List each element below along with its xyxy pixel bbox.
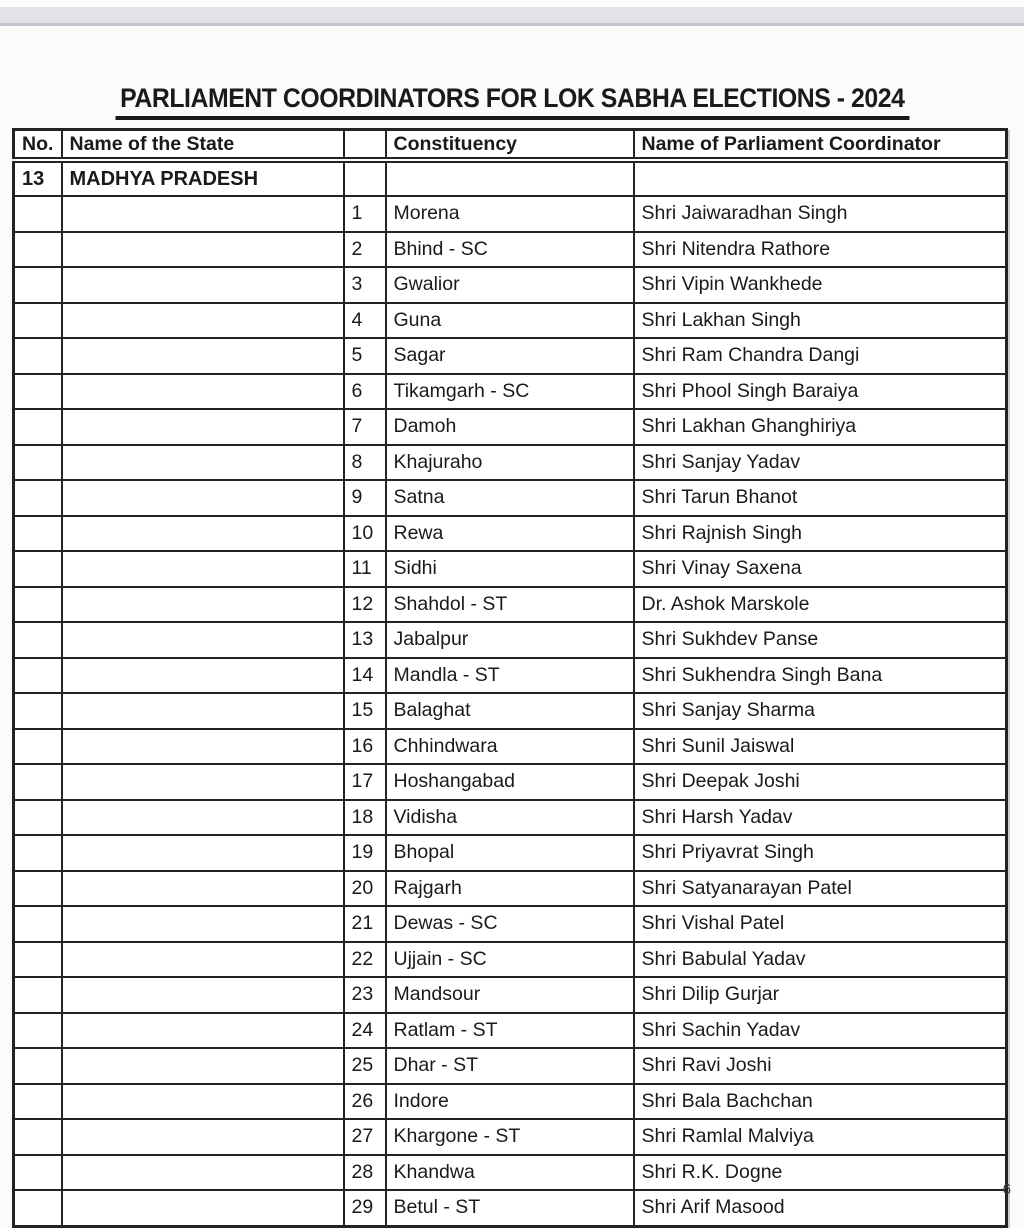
page-title-text: PARLIAMENT COORDINATORS FOR LOK SABHA ELECTIONS - 2024 bbox=[115, 83, 909, 120]
coordinator-cell: Shri Jaiwaradhan Singh bbox=[634, 196, 1007, 232]
table-row bbox=[14, 1190, 1007, 1226]
coordinator-cell: Shri Arif Masood bbox=[634, 1190, 1007, 1226]
table-row bbox=[14, 374, 1007, 410]
coordinator-cell: Shri R.K. Dogne bbox=[634, 1155, 1007, 1191]
empty-no-cell bbox=[14, 800, 62, 836]
constituency-cell: Ratlam - ST bbox=[386, 1013, 634, 1049]
serial-number-cell: 27 bbox=[344, 1119, 386, 1155]
constituency-cell: Guna bbox=[386, 303, 634, 339]
coordinator-cell: Shri Lakhan Ghanghiriya bbox=[634, 409, 1007, 445]
table-row bbox=[14, 267, 1007, 303]
page-number: 6 bbox=[1002, 1181, 1011, 1198]
coordinator-cell: Shri Sachin Yadav bbox=[634, 1013, 1007, 1049]
coordinator-cell: Shri Harsh Yadav bbox=[634, 800, 1007, 836]
empty-no-cell bbox=[14, 1013, 62, 1049]
table-row bbox=[14, 196, 1007, 232]
empty-no-cell bbox=[14, 1084, 62, 1120]
constituency-cell: Damoh bbox=[386, 409, 634, 445]
coordinator-cell: Shri Nitendra Rathore bbox=[634, 232, 1007, 268]
empty-state-cell bbox=[62, 835, 344, 871]
constituency-cell: Balaghat bbox=[386, 693, 634, 729]
empty-no-cell bbox=[14, 445, 62, 481]
constituency-cell: Sidhi bbox=[386, 551, 634, 587]
coordinator-cell: Shri Sanjay Yadav bbox=[634, 445, 1007, 481]
empty-state-cell bbox=[62, 409, 344, 445]
constituency-cell: Jabalpur bbox=[386, 622, 634, 658]
table-row bbox=[14, 906, 1007, 942]
coordinator-cell: Shri Sukhendra Singh Bana bbox=[634, 658, 1007, 694]
table-row bbox=[14, 800, 1007, 836]
empty-state-cell bbox=[62, 1190, 344, 1226]
serial-number-cell: 17 bbox=[344, 764, 386, 800]
coordinator-cell: Shri Deepak Joshi bbox=[634, 764, 1007, 800]
empty-state-cell bbox=[62, 338, 344, 374]
empty-state-cell bbox=[62, 267, 344, 303]
empty-state-cell bbox=[62, 1084, 344, 1120]
empty-state-cell bbox=[62, 871, 344, 907]
constituency-cell: Dewas - SC bbox=[386, 906, 634, 942]
empty-no-cell bbox=[14, 835, 62, 871]
serial-number-cell: 22 bbox=[344, 942, 386, 978]
empty-no-cell bbox=[14, 409, 62, 445]
serial-number-cell: 14 bbox=[344, 658, 386, 694]
table-row bbox=[14, 409, 1007, 445]
constituency-cell: Rewa bbox=[386, 516, 634, 552]
col-header-coordinator: Name of Parliament Coordinator bbox=[634, 130, 1007, 161]
coordinators-table bbox=[12, 128, 1008, 1228]
constituency-cell: Rajgarh bbox=[386, 871, 634, 907]
constituency-cell: Vidisha bbox=[386, 800, 634, 836]
table-row bbox=[14, 622, 1007, 658]
table-row bbox=[14, 871, 1007, 907]
coordinator-cell: Shri Babulal Yadav bbox=[634, 942, 1007, 978]
empty-state-cell bbox=[62, 1119, 344, 1155]
table-row bbox=[14, 693, 1007, 729]
empty-cell bbox=[386, 160, 634, 196]
serial-number-cell: 28 bbox=[344, 1155, 386, 1191]
empty-cell bbox=[344, 160, 386, 196]
coordinator-cell: Shri Dilip Gurjar bbox=[634, 977, 1007, 1013]
empty-state-cell bbox=[62, 551, 344, 587]
serial-number-cell: 20 bbox=[344, 871, 386, 907]
empty-no-cell bbox=[14, 729, 62, 765]
table-row bbox=[14, 516, 1007, 552]
constituency-cell: Betul - ST bbox=[386, 1190, 634, 1226]
coordinator-cell: Shri Ravi Joshi bbox=[634, 1048, 1007, 1084]
empty-no-cell bbox=[14, 587, 62, 623]
constituency-cell: Gwalior bbox=[386, 267, 634, 303]
coordinator-cell: Shri Phool Singh Baraiya bbox=[634, 374, 1007, 410]
empty-no-cell bbox=[14, 338, 62, 374]
empty-no-cell bbox=[14, 942, 62, 978]
table-row bbox=[14, 445, 1007, 481]
empty-state-cell bbox=[62, 480, 344, 516]
constituency-cell: Khandwa bbox=[386, 1155, 634, 1191]
serial-number-cell: 11 bbox=[344, 551, 386, 587]
coordinator-cell: Shri Sunil Jaiswal bbox=[634, 729, 1007, 765]
table-header-row bbox=[14, 130, 1007, 161]
serial-number-cell: 12 bbox=[344, 587, 386, 623]
serial-number-cell: 2 bbox=[344, 232, 386, 268]
serial-number-cell: 23 bbox=[344, 977, 386, 1013]
constituency-cell: Hoshangabad bbox=[386, 764, 634, 800]
state-row bbox=[14, 160, 1007, 196]
table-row bbox=[14, 977, 1007, 1013]
empty-no-cell bbox=[14, 267, 62, 303]
serial-number-cell: 21 bbox=[344, 906, 386, 942]
empty-no-cell bbox=[14, 693, 62, 729]
empty-state-cell bbox=[62, 196, 344, 232]
coordinator-cell: Shri Vipin Wankhede bbox=[634, 267, 1007, 303]
serial-number-cell: 26 bbox=[344, 1084, 386, 1120]
empty-no-cell bbox=[14, 1119, 62, 1155]
empty-state-cell bbox=[62, 693, 344, 729]
serial-number-cell: 4 bbox=[344, 303, 386, 339]
empty-state-cell bbox=[62, 1048, 344, 1084]
empty-state-cell bbox=[62, 303, 344, 339]
coordinator-cell: Shri Ramlal Malviya bbox=[634, 1119, 1007, 1155]
table-row bbox=[14, 338, 1007, 374]
empty-state-cell bbox=[62, 1013, 344, 1049]
empty-no-cell bbox=[14, 1048, 62, 1084]
constituency-cell: Tikamgarh - SC bbox=[386, 374, 634, 410]
table-row bbox=[14, 587, 1007, 623]
serial-number-cell: 9 bbox=[344, 480, 386, 516]
coordinator-cell: Dr. Ashok Marskole bbox=[634, 587, 1007, 623]
serial-number-cell: 18 bbox=[344, 800, 386, 836]
serial-number-cell: 24 bbox=[344, 1013, 386, 1049]
coordinator-cell: Shri Rajnish Singh bbox=[634, 516, 1007, 552]
page-title bbox=[0, 78, 1024, 120]
empty-state-cell bbox=[62, 445, 344, 481]
serial-number-cell: 19 bbox=[344, 835, 386, 871]
empty-no-cell bbox=[14, 196, 62, 232]
empty-state-cell bbox=[62, 1155, 344, 1191]
serial-number-cell: 7 bbox=[344, 409, 386, 445]
empty-no-cell bbox=[14, 303, 62, 339]
serial-number-cell: 29 bbox=[344, 1190, 386, 1226]
empty-no-cell bbox=[14, 622, 62, 658]
table-row bbox=[14, 1048, 1007, 1084]
constituency-cell: Satna bbox=[386, 480, 634, 516]
coordinator-cell: Shri Priyavrat Singh bbox=[634, 835, 1007, 871]
empty-state-cell bbox=[62, 516, 344, 552]
table-row bbox=[14, 303, 1007, 339]
table-row bbox=[14, 1119, 1007, 1155]
constituency-cell: Khajuraho bbox=[386, 445, 634, 481]
constituency-cell: Khargone - ST bbox=[386, 1119, 634, 1155]
constituency-cell: Mandla - ST bbox=[386, 658, 634, 694]
empty-no-cell bbox=[14, 764, 62, 800]
empty-no-cell bbox=[14, 1155, 62, 1191]
serial-number-cell: 5 bbox=[344, 338, 386, 374]
coordinator-cell: Shri Tarun Bhanot bbox=[634, 480, 1007, 516]
empty-no-cell bbox=[14, 516, 62, 552]
coordinator-cell: Shri Sanjay Sharma bbox=[634, 693, 1007, 729]
coordinator-cell: Shri Vishal Patel bbox=[634, 906, 1007, 942]
empty-state-cell bbox=[62, 587, 344, 623]
empty-no-cell bbox=[14, 871, 62, 907]
empty-cell bbox=[634, 160, 1007, 196]
state-number-cell: 13 bbox=[14, 160, 62, 196]
coordinator-cell: Shri Satyanarayan Patel bbox=[634, 871, 1007, 907]
empty-no-cell bbox=[14, 480, 62, 516]
empty-no-cell bbox=[14, 232, 62, 268]
table-row bbox=[14, 658, 1007, 694]
table-row bbox=[14, 480, 1007, 516]
serial-number-cell: 25 bbox=[344, 1048, 386, 1084]
table-row bbox=[14, 835, 1007, 871]
table-row bbox=[14, 232, 1007, 268]
constituency-cell: Morena bbox=[386, 196, 634, 232]
table-row bbox=[14, 551, 1007, 587]
col-header-serial bbox=[344, 130, 386, 161]
coordinator-cell: Shri Sukhdev Panse bbox=[634, 622, 1007, 658]
coordinator-cell: Shri Bala Bachchan bbox=[634, 1084, 1007, 1120]
table-row bbox=[14, 1084, 1007, 1120]
table-row bbox=[14, 1155, 1007, 1191]
empty-no-cell bbox=[14, 374, 62, 410]
empty-no-cell bbox=[14, 977, 62, 1013]
serial-number-cell: 13 bbox=[344, 622, 386, 658]
scan-top-strip bbox=[0, 7, 1024, 26]
empty-state-cell bbox=[62, 622, 344, 658]
serial-number-cell: 15 bbox=[344, 693, 386, 729]
empty-state-cell bbox=[62, 374, 344, 410]
empty-state-cell bbox=[62, 942, 344, 978]
constituency-cell: Ujjain - SC bbox=[386, 942, 634, 978]
col-header-state: Name of the State bbox=[62, 130, 344, 161]
empty-state-cell bbox=[62, 764, 344, 800]
empty-no-cell bbox=[14, 551, 62, 587]
empty-state-cell bbox=[62, 800, 344, 836]
table-row bbox=[14, 1013, 1007, 1049]
empty-no-cell bbox=[14, 658, 62, 694]
constituency-cell: Sagar bbox=[386, 338, 634, 374]
serial-number-cell: 6 bbox=[344, 374, 386, 410]
empty-state-cell bbox=[62, 729, 344, 765]
empty-state-cell bbox=[62, 658, 344, 694]
coordinator-cell: Shri Ram Chandra Dangi bbox=[634, 338, 1007, 374]
constituency-cell: Chhindwara bbox=[386, 729, 634, 765]
empty-no-cell bbox=[14, 906, 62, 942]
constituency-cell: Bhopal bbox=[386, 835, 634, 871]
constituency-cell: Bhind - SC bbox=[386, 232, 634, 268]
col-header-no: No. bbox=[14, 130, 62, 161]
empty-no-cell bbox=[14, 1190, 62, 1226]
serial-number-cell: 10 bbox=[344, 516, 386, 552]
col-header-constituency: Constituency bbox=[386, 130, 634, 161]
table-row bbox=[14, 764, 1007, 800]
serial-number-cell: 1 bbox=[344, 196, 386, 232]
empty-state-cell bbox=[62, 977, 344, 1013]
empty-state-cell bbox=[62, 906, 344, 942]
table-row bbox=[14, 729, 1007, 765]
constituency-cell: Mandsour bbox=[386, 977, 634, 1013]
empty-state-cell bbox=[62, 232, 344, 268]
state-name-cell: MADHYA PRADESH bbox=[62, 160, 344, 196]
table-row bbox=[14, 942, 1007, 978]
serial-number-cell: 3 bbox=[344, 267, 386, 303]
constituency-cell: Shahdol - ST bbox=[386, 587, 634, 623]
serial-number-cell: 8 bbox=[344, 445, 386, 481]
constituency-cell: Dhar - ST bbox=[386, 1048, 634, 1084]
serial-number-cell: 16 bbox=[344, 729, 386, 765]
coordinator-cell: Shri Vinay Saxena bbox=[634, 551, 1007, 587]
constituency-cell: Indore bbox=[386, 1084, 634, 1120]
coordinator-cell: Shri Lakhan Singh bbox=[634, 303, 1007, 339]
